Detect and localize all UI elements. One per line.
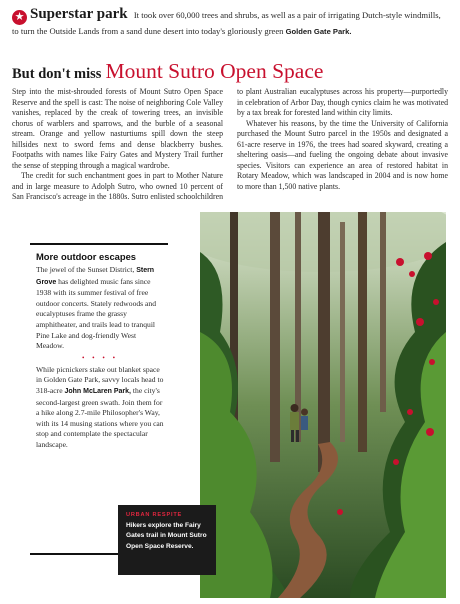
sidebar-text: has delighted music fans since 1938 with its summer festival of free outdoor concerts. Stately redwoods and eucalyptuses frame the grassy amphitheater, and trails lead to tranquil Pine Lake and dog-friendly West Meadow. xyxy=(36,276,156,351)
golden-gate-park-name: Golden Gate Park. xyxy=(285,27,352,36)
headline-title: Mount Sutro Open Space xyxy=(105,59,324,83)
article-paragraph: The credit for such enchantment goes in part to Mother Nature and in large measure to Adolph Sutro, who owned 10 percent of San Francisco's acreage in the 1880s. Sutro enlisted schoolchildren to plant Australian eucalyptuses across his property—purportedly in celebration of Arbor Day, though cynics claim he was motivated by a tax break for forested land within city limits. xyxy=(12,87,448,202)
sidebar-text: The jewel of the Sunset District, xyxy=(36,265,135,274)
superstar-text: It took over 60,000 trees and shrubs, as well as a pair of irrigating Dutch-style windmills, to turn the Outside Lands from a sand dune desert into today's gloriously green xyxy=(12,10,441,36)
superstar-heading: Superstar park xyxy=(30,6,128,22)
photo-caption xyxy=(118,505,216,575)
sidebar-paragraph-stern-grove xyxy=(36,265,164,352)
sidebar-text: While picnickers stake out blanket space in Golden Gate Park, savvy locals head to 318-acre xyxy=(36,364,164,395)
stern-grove-name: Stern Grove xyxy=(36,267,155,286)
star-icon: ★ xyxy=(12,10,27,25)
caption-text: Hikers explore the Fairy Gates trail in Mount Sutro Open Space Reserve. xyxy=(126,522,207,550)
headline-prefix: But don't miss xyxy=(12,66,102,82)
article-body xyxy=(12,87,448,203)
article-paragraph: Step into the mist-shrouded forests of Mount Sutro Open Space Reserve and the spell is cast: The noise of neighboring Cole Valley vanishes, replaced by the creak of towering trees, an invisible chorus of warblers and sparrows, and the burble of a seasonal stream. Orange and yellow nasturtiums spill down the steep hillsides next to sword ferns and dense blackberry bushes. Footpaths with names like Fairy Gates and Mystery Trail further the sense of stepping through a magical wardrobe. xyxy=(12,87,223,170)
superstar-park-intro xyxy=(12,8,448,39)
trail-photo xyxy=(200,212,446,598)
article-paragraph: Whatever his reasons, by the time the University of California purchased the Mount Sutro parcel in the 1950s and designated a 61-acre reserve in 1976, the trees had soared skyward, creating a sheltering oasis—and fueling the ongoing debate about invasive species. Visitors can experience an area of restored habitat in Rotary Meadow, which was landscaped in 2004 and is now home to more than 1,500 native plants. xyxy=(237,118,448,191)
article-headline xyxy=(12,59,452,84)
caption-kicker: URBAN RESPITE xyxy=(126,512,183,518)
john-mclaren-park-name: John McLaren Park, xyxy=(64,387,131,395)
sidebar-title: More outdoor escapes xyxy=(36,251,137,262)
sidebar-text: the city's second-largest green swath. Join them for a hike along 2.7-mile Philosopher's Way, with its 14 musing stations where you can stop and contemplate the spectacular landscape. xyxy=(36,385,164,449)
sidebar-divider: • • • • xyxy=(81,353,119,362)
forest-trail-illustration xyxy=(200,212,446,598)
sidebar-paragraph-mclaren-park xyxy=(36,365,164,451)
